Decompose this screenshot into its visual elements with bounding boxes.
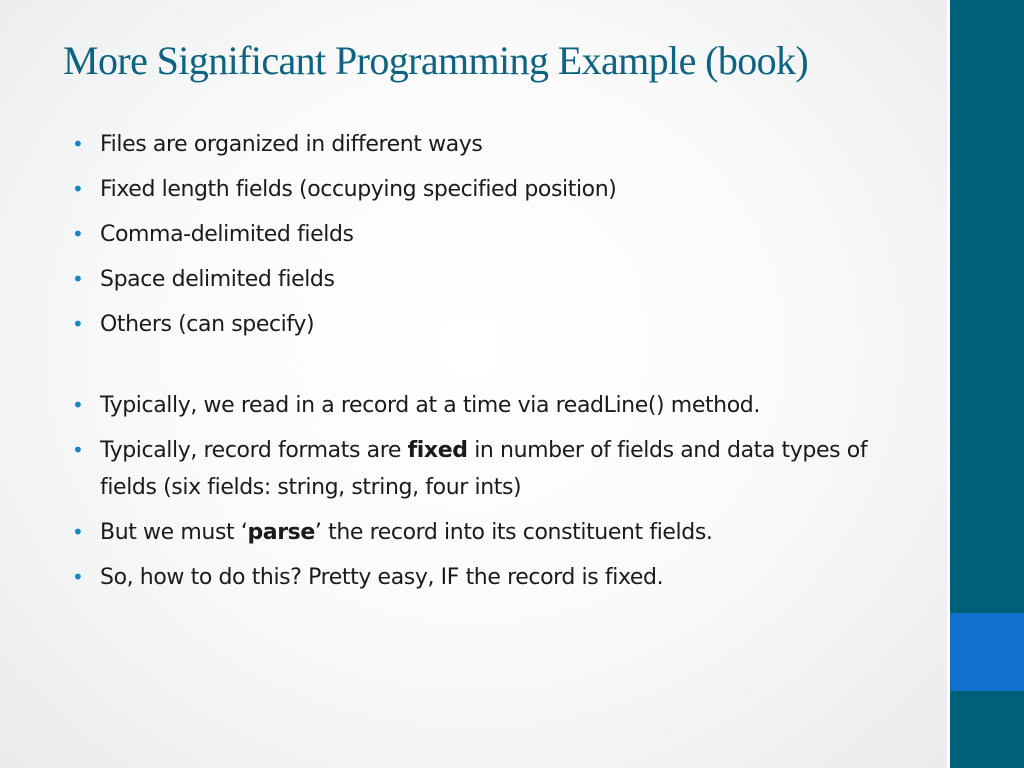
bullet-item: • Space delimited fields (72, 261, 912, 298)
bullet-item: • So, how to do this? Pretty easy, IF the record is fixed. (72, 559, 912, 596)
side-bar-top (950, 0, 1024, 613)
bullet-item (72, 514, 912, 551)
side-bar-accent (950, 613, 1024, 691)
slide-title: More Significant Programming Example (book) (63, 38, 809, 83)
bullet-emphasis: parse (247, 520, 315, 545)
bullet-text-part: But we must ‘ (100, 520, 248, 545)
bullet-list (72, 126, 912, 604)
bullet-text-part: in number of fields and data types of fields (six fields: string, string, four ints) (100, 438, 868, 500)
side-bar-bottom (950, 691, 1024, 768)
bullet-item: • Others (can specify) (72, 306, 912, 343)
bullet-text-part: Typically, record formats are (100, 438, 408, 463)
bullet-item: • Comma-delimited fields (72, 216, 912, 253)
side-decoration-bar (947, 0, 1024, 768)
bullet-item (72, 432, 912, 506)
bullet-emphasis: fixed (407, 438, 468, 463)
bullet-item: • Files are organized in different ways (72, 126, 912, 163)
bullet-item: • Typically, we read in a record at a time via readLine() method. (72, 387, 912, 424)
bullet-text-part: ’ the record into its constituent fields. (314, 520, 713, 545)
bullet-item: • Fixed length fields (occupying specified position) (72, 171, 912, 208)
